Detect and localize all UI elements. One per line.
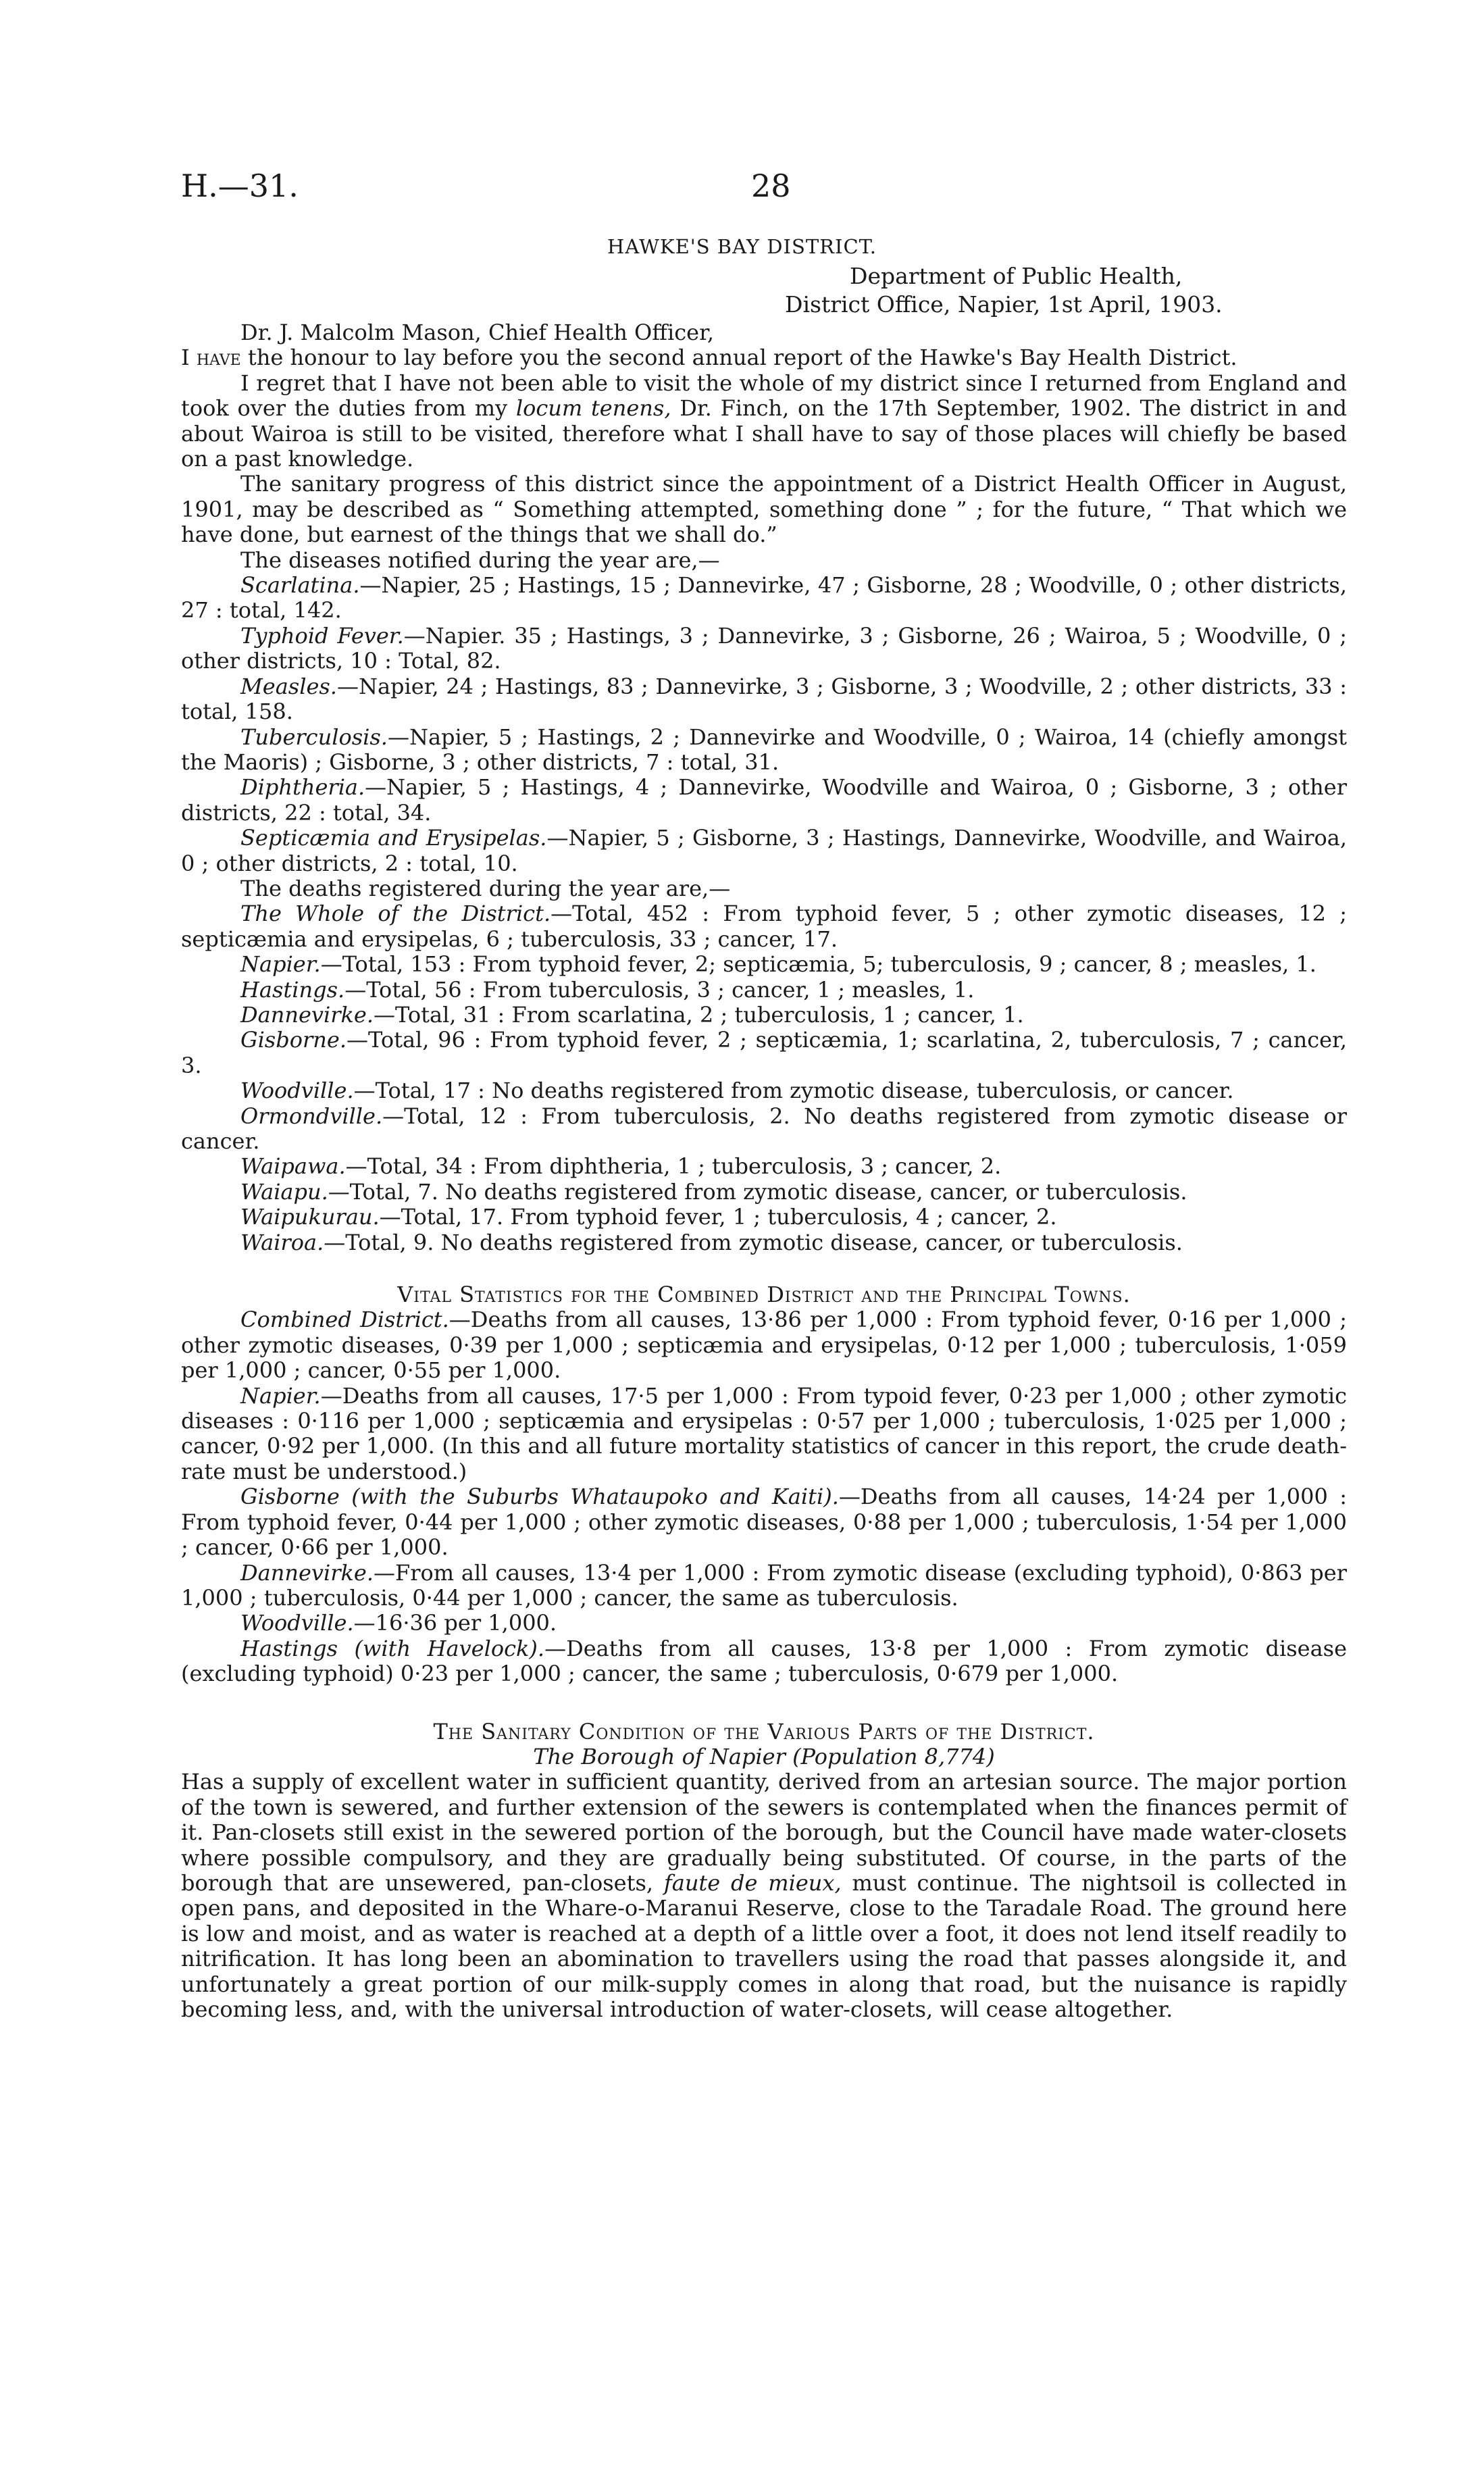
death-text: —Total, 31 : From scarlatina, 2 ; tuberculosis, 1 ; cancer, 1.	[374, 1001, 1024, 1028]
disease-entry	[181, 775, 1347, 826]
vital-entry	[181, 1561, 1347, 1611]
death-text: —Total, 96 : From typhoid fever, 2 ; septicæmia, 1; scarlatina, 2, tuberculosis, 7 ; cancer, 3.	[181, 1027, 1347, 1078]
disease-text: —Napier, 5 ; Hastings, 4 ; Dannevirke, Woodville and Wairoa, 0 ; Gisborne, 3 ; other districts, 22 : total, 34.	[181, 774, 1347, 826]
regret-emphasis: locum tenens,	[515, 395, 671, 422]
vital-area: Woodville.	[240, 1610, 354, 1636]
death-area: Hastings.	[240, 976, 345, 1003]
napier-text-a: Has a supply of excellent water in sufficient quantity, derived from an artesian source. The major portion of the town is sewered, and further extension of the sewers is contemplated when the finances permit of it. Pan-closets still exist in the sewered portion of the borough, but the Council have made water-closets where possible compulsory, and they are gradually being substituted. Of course, in the parts of the borough that are unsewered, pan-closets,	[181, 1769, 1347, 1896]
disease-entry	[181, 674, 1347, 725]
disease-text: —Napier, 5 ; Hastings, 2 ; Dannevirke and Woodville, 0 ; Wairoa, 14 (chiefly amongst the Maoris) ; Gisborne, 3 ; other districts, 7 : total, 31.	[181, 724, 1347, 775]
death-text: —Total, 17. From typhoid fever, 1 ; tuberculosis, 4 ; cancer, 2.	[379, 1204, 1057, 1230]
vital-entry	[181, 1611, 1347, 1636]
death-entry	[181, 952, 1347, 977]
death-text: —Total, 452 : From typhoid fever, 5 ; other zymotic diseases, 12 ; septicæmia and erysipelas, 6 ; tuberculosis, 33 ; cancer, 17.	[181, 901, 1348, 952]
disease-name: Diphtheria.	[240, 774, 365, 801]
vital-entry	[181, 1307, 1347, 1383]
progress-paragraph: The sanitary progress of this district since the appointment of a District Health Officer in August, 1901, may be described as “ Something attempted, something done ” ; for the future, “ That which we have done, but earnest of the things that we shall do.”	[181, 471, 1347, 548]
disease-text: —Napier, 25 ; Hastings, 15 ; Dannevirke, 47 ; Gisborne, 28 ; Woodville, 0 ; other districts, 27 : total, 142.	[181, 572, 1347, 624]
death-area: Napier.	[240, 951, 321, 978]
deaths-list	[181, 901, 1347, 1255]
death-area: Waipawa.	[240, 1153, 346, 1180]
vital-area: Napier.	[240, 1382, 321, 1409]
disease-name: Septicæmia and Erysipelas.	[240, 825, 547, 851]
death-area: Wairoa.	[240, 1229, 324, 1255]
death-area: The Whole of the District.	[240, 901, 551, 927]
vital-text: —Deaths from all causes, 13·8 per 1,000 : From zymotic disease (excluding typhoid) 0·23 per 1,000 ; cancer, the same ; tuberculosis, 0·679 per 1,000.	[181, 1635, 1348, 1687]
letterhead-office-date: District Office, Napier, 1st April, 1903.	[785, 291, 1223, 318]
vital-text: —Deaths from all causes, 13·86 per 1,000 : From typhoid fever, 0·16 per 1,000 ; other zymotic diseases, 0·39 per 1,000 ; septicæmia and erysipelas, 0·12 per 1,000 ; tuberculosis, 1·059 per 1,000 ; cancer, 0·55 per 1,000.	[181, 1307, 1348, 1384]
vital-statistics-heading: Vital Statistics for the Combined District and the Principal Towns.	[397, 1282, 1131, 1308]
intro-rest: the honour to lay before you the second annual report of the Hawke's Bay Health District.	[240, 345, 1237, 371]
death-area: Ormondville.	[240, 1103, 383, 1129]
report-body	[181, 320, 1347, 2022]
napier-text-b: must continue. The nightsoil is collected in open pans, and deposited in the Whare-o-Maranui Reserve, close to the Taradale Road. The ground here is low and moist, and as water is reached at a depth of a little over a foot, it does not lend itself readily to nitrification. It has long been an abomination to travellers using the road that passes alongside it, and unfortunately a great portion of our milk-supply comes in along that road, but the nuisance is rapidly becoming less, and, with the universal introduction of water-closets, will cease altogether.	[181, 1869, 1348, 2022]
letterhead	[785, 262, 1223, 319]
death-entry	[181, 1154, 1347, 1179]
regret-paragraph	[181, 371, 1347, 472]
district-title: HAWKE'S BAY DISTRICT.	[607, 235, 877, 258]
vital-text: —16·36 per 1,000.	[353, 1610, 557, 1636]
parliamentary-paper-code: H.—31.	[181, 168, 299, 204]
sanitary-condition-heading: The Sanitary Condition of the Various Parts of the District.	[433, 1718, 1095, 1744]
death-area: Woodville.	[240, 1078, 354, 1104]
death-entry	[181, 1180, 1347, 1205]
death-entry	[181, 978, 1347, 1003]
death-entry	[181, 1104, 1347, 1155]
death-text: —Total, 153 : From typhoid fever, 2; septicæmia, 5; tuberculosis, 9 ; cancer, 8 ; measles, 1.	[320, 951, 1316, 978]
death-text: —Total, 34 : From diphtheria, 1 ; tuberculosis, 3 ; cancer, 2.	[345, 1153, 1002, 1180]
napier-paragraph	[181, 1769, 1347, 2022]
vital-text: —From all causes, 13·4 per 1,000 : From zymotic disease (excluding typhoid), 0·863 per 1,000 ; tuberculosis, 0·44 per 1,000 ; cancer, the same as tuberculosis.	[181, 1559, 1347, 1611]
vital-area: Dannevirke.	[240, 1559, 374, 1586]
vital-area: Gisborne (with the Suburbs Whataupoko and Kaiti).	[240, 1484, 839, 1510]
death-entry	[181, 1078, 1347, 1103]
death-area: Waiapu.	[240, 1178, 328, 1205]
disease-text: —Napier, 5 ; Gisborne, 3 ; Hastings, Dannevirke, Woodville, and Wairoa, 0 ; other districts, 2 : total, 10.	[181, 825, 1348, 876]
intro-lead: I have	[181, 345, 241, 371]
death-area: Dannevirke.	[240, 1001, 374, 1028]
diseases-intro: The diseases notified during the year are,—	[240, 547, 720, 573]
disease-entry	[181, 573, 1347, 624]
vital-area: Hastings (with Havelock).	[240, 1635, 545, 1661]
disease-entry	[181, 826, 1347, 876]
death-entry	[181, 901, 1347, 952]
regret-text-a: I regret that I have not been able to visit the whole of my district since I returned from England and took over the duties from my	[181, 370, 1347, 422]
vital-entry	[181, 1384, 1347, 1485]
death-entry	[181, 1028, 1347, 1078]
page-number: 28	[751, 168, 791, 204]
death-text: —Total, 17 : No deaths registered from zymotic disease, tuberculosis, or cancer.	[353, 1078, 1234, 1104]
letterhead-department: Department of Public Health,	[850, 263, 1183, 289]
disease-name: Scarlatina.	[240, 572, 360, 599]
vital-statistics-list	[181, 1307, 1347, 1686]
death-area: Gisborne.	[240, 1027, 347, 1053]
death-entry	[181, 1230, 1347, 1255]
death-text: —Total, 9. No deaths registered from zymotic disease, cancer, or tuberculosis.	[324, 1229, 1183, 1255]
disease-name: Tuberculosis.	[240, 724, 388, 750]
vital-text: —Deaths from all causes, 17·5 per 1,000 : From typoid fever, 0·23 per 1,000 ; other zymotic diseases : 0·116 per 1,000 ; septicæmia and erysipelas : 0·57 per 1,000 ; tuberculosis, 1·025 per 1,000 ; cancer, 0·92 per 1,000. (In this and all future mortality statistics of cancer in this report, the crude death-rate must be understood.)	[181, 1382, 1347, 1484]
disease-text: —Napier. 35 ; Hastings, 3 ; Dannevirke, 3 ; Gisborne, 26 ; Wairoa, 5 ; Woodville, 0 ; other districts, 10 : Total, 82.	[181, 622, 1348, 674]
napier-subheading: The Borough of Napier (Population 8,774)	[533, 1743, 995, 1769]
disease-entry	[181, 725, 1347, 776]
death-area: Waipukurau.	[240, 1204, 380, 1230]
diseases-list	[181, 573, 1347, 876]
vital-entry	[181, 1636, 1347, 1687]
vital-entry	[181, 1484, 1347, 1560]
deaths-intro: The deaths registered during the year are,—	[240, 875, 731, 901]
vital-text: —Deaths from all causes, 14·24 per 1,000 : From typhoid fever, 0·44 per 1,000 ; other zymotic diseases, 0·88 per 1,000 ; tuberculosis, 1·54 per 1,000 ; cancer, 0·66 per 1,000.	[181, 1484, 1348, 1561]
death-entry	[181, 1205, 1347, 1230]
disease-name: Measles.	[240, 673, 337, 699]
napier-emphasis: faute de mieux,	[663, 1869, 842, 1896]
death-text: —Total, 12 : From tuberculosis, 2. No deaths registered from zymotic disease or cancer.	[181, 1103, 1347, 1154]
salutation: Dr. J. Malcolm Mason, Chief Health Officer,	[240, 320, 715, 345]
vital-area: Combined District.	[240, 1307, 449, 1333]
death-text: —Total, 56 : From tuberculosis, 3 ; cancer, 1 ; measles, 1.	[344, 976, 975, 1003]
disease-text: —Napier, 24 ; Hastings, 83 ; Dannevirke, 3 ; Gisborne, 3 ; Woodville, 2 ; other districts, 33 : total, 158.	[181, 673, 1347, 725]
death-text: —Total, 7. No deaths registered from zymotic disease, cancer, or tuberculosis.	[328, 1178, 1187, 1205]
regret-text-b: Dr. Finch, on the 17th September, 1902. The district in and about Wairoa is still to be visited, therefore what I shall have to say of those places will chiefly be based on a past knowledge.	[181, 395, 1348, 472]
disease-entry	[181, 624, 1347, 674]
death-entry	[181, 1003, 1347, 1028]
intro-paragraph	[181, 345, 1347, 370]
disease-name: Typhoid Fever.	[240, 622, 404, 649]
